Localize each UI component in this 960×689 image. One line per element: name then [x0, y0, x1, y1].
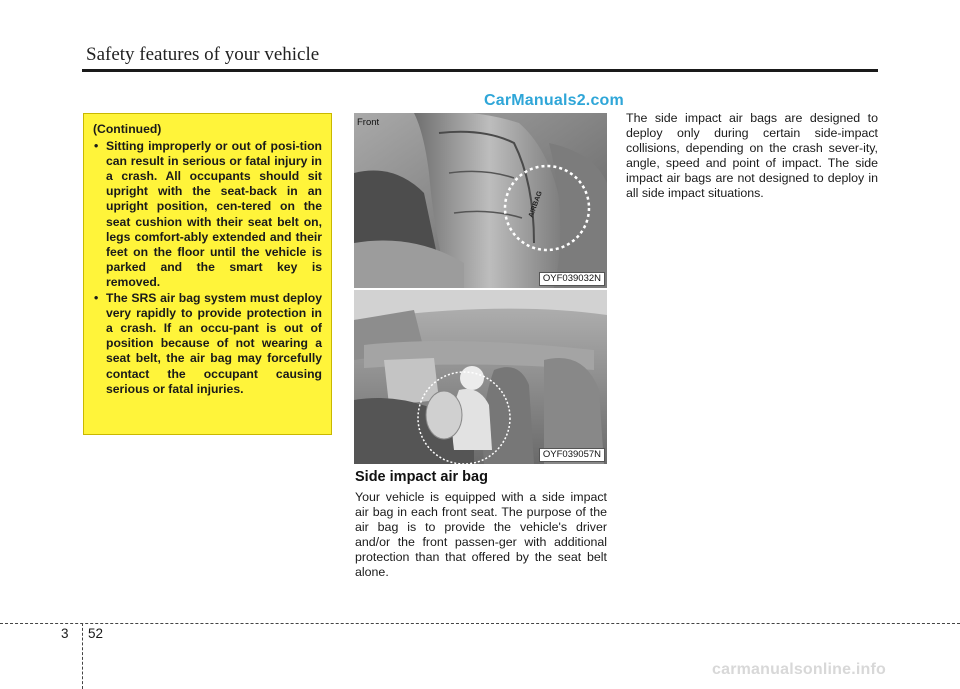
figure-cabin-airbag: [354, 290, 607, 464]
warning-list: [93, 139, 322, 397]
warning-item-text: Sitting improperly or out of posi-tion can result in serious or fatal injury in a crash. All occupants should sit upright with the seat-back in an upright position, cen-tered on the seat cushion with their seat belt on, legs comfort-ably extended and their feet on the floor until the vehicle is parked and the smart key is removed.: [106, 139, 322, 289]
warning-box: [83, 113, 332, 435]
airbag-tag: AIRBAG: [527, 190, 544, 219]
bullet-icon: •: [94, 291, 99, 306]
header-rule: [82, 69, 878, 72]
header-title: Safety features of your vehicle: [86, 44, 320, 65]
page-number: 52: [88, 626, 104, 641]
section-paragraph-right: The side impact air bags are designed to deploy only during certain side-impact collisions, depending on the crash sever-ity, angle, speed and point of impact. The side impact air bags are not designed to deploy in all side impact situations.: [626, 111, 878, 201]
section-heading: Side impact air bag: [355, 469, 488, 485]
footer-divider: [82, 623, 83, 689]
figure-code: OYF039032N: [539, 272, 605, 286]
figure-code: OYF039057N: [539, 448, 605, 462]
watermark-top[interactable]: CarManuals2.com: [484, 92, 624, 109]
watermark-bottom[interactable]: carmanualsonline.info: [712, 661, 887, 678]
figure-seat-airbag: [354, 113, 607, 288]
bullet-icon: •: [94, 139, 99, 154]
warning-item-text: The SRS air bag system must deploy very rapidly to provide protection in a crash. If an occu-pant is out of position because of not wearing a seat belt, the air bag may forcefully contact the occupant causing serious or fatal injuries.: [106, 291, 322, 396]
warning-item: [93, 139, 322, 290]
cabin-illustration: [354, 290, 607, 464]
figure-front-label: Front: [357, 117, 380, 128]
section-paragraph-left: Your vehicle is equipped with a side impact air bag in each front seat. The purpose of the air bag is to provide the vehicle's driver and/or the front passen-ger with additional protection than that offered by the seat belt alone.: [355, 490, 607, 580]
footer-rule: [0, 623, 960, 624]
warning-continued: (Continued): [93, 122, 162, 136]
chapter-number: 3: [61, 626, 69, 641]
warning-item: [93, 291, 322, 397]
seat-illustration: [354, 113, 607, 288]
